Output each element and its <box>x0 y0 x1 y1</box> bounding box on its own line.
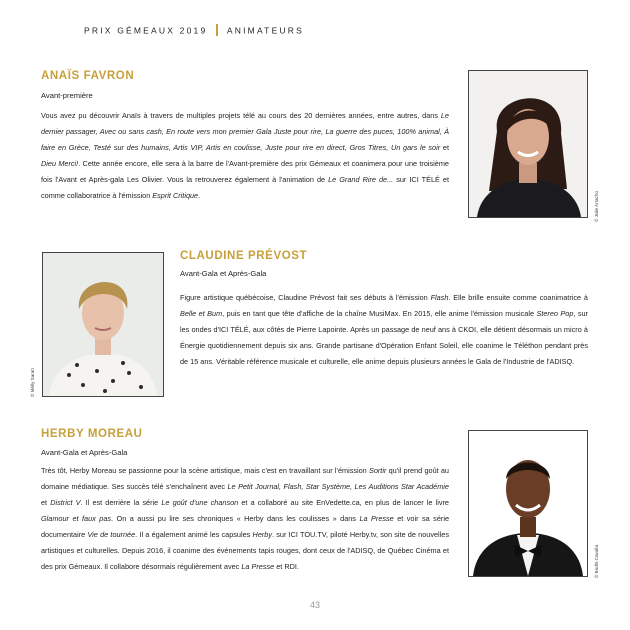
bio-segment: et voir sa série documentaire <box>41 514 449 539</box>
host-role-herby-moreau: Avant-Gala et Après-Gala <box>41 448 128 457</box>
bio-segment: Vie de tournée <box>87 530 136 539</box>
bio-segment: Le dernier passager, Avec ou sans cash, En route vers mon premier Gala Juste pour rire, La guerre des puces, 100% animal, À faire en Grèce, Testé sur des humains, Artis VIP, Artis en coulisse, Juste pour rire en direct, Gros Titres, Un gars le soir <box>41 111 449 152</box>
bio-segment: Belle et Bum <box>180 309 223 318</box>
header-title: PRIX GÉMEAUX 2019 <box>84 25 208 36</box>
page-header <box>84 25 304 39</box>
bio-segment: et RDI. <box>274 562 299 571</box>
bio-segment: Herby <box>252 530 273 539</box>
bio-segment: , puis en tant que tête d'affiche de la chaîne MusiMax. En 2015, elle anime l'émission musicale <box>222 309 537 318</box>
photo-credit-anais-favron: © Julie Artacho <box>594 191 599 222</box>
bio-segment: . sur ICI TOU.TV, piloté Herby.tv, son site de nouvelles artistiques et culturelles. Depuis 2016, il coanime des événements tapis rouges, dont ceux de l'ADISQ, de Québec Cinéma et des prix Gémeaux. Il collabore désormais régulièrement avec <box>41 530 449 571</box>
host-bio-herby-moreau <box>41 463 449 575</box>
bio-segment: Le goût d'une chanson <box>161 498 239 507</box>
bio-segment: . Cette année encore, elle sera à la barre de l'Avant-première des prix Gémeaux et coanimera pour une troisième fois l'Avant et Après-gala Les Olivier. Vous la retrouverez également à l'animation de <box>41 159 449 184</box>
bio-segment: Esprit Critique <box>152 191 199 200</box>
bio-segment: . On a aussi pu lire ses chroniques « Herby dans les coulisses » dans <box>111 514 360 523</box>
bio-segment: La Presse <box>359 514 394 523</box>
bio-segment: sur ICI TÉLÉ et comme collaboratrice à l'émission <box>41 175 449 200</box>
bio-segment: Dieu Merci! <box>41 159 79 168</box>
bio-segment: La Presse <box>241 562 275 571</box>
bio-segment: . Elle brille ensuite comme coanimatrice à <box>448 293 588 302</box>
portrait-claudine-prevost-image <box>43 253 163 396</box>
bio-segment: , sur les ondes d'ICI TÉLÉ, aux côtés de Pierre Lapointe. Après un passage de neuf ans à CKOI, elle détient désormais un micro à Énergie quotidiennement depuis six ans. Grande partisane d'Opération Enfant Soleil, elle coanime le Téléthon pendant près de 15 ans. Véritable référence musicale et culturelle, elle anime depuis plusieurs années le Gala de l'Industrie de l'ADISQ. <box>180 309 588 366</box>
photo-claudine-prevost <box>42 252 164 397</box>
bio-segment: Flash <box>430 293 449 302</box>
host-name-herby-moreau: HERBY MOREAU <box>41 428 143 440</box>
portrait-anais-favron-image <box>469 71 587 217</box>
host-bio-anais-favron <box>41 108 449 204</box>
photo-credit-claudine-prevost: © Mélly Sarah <box>30 368 35 397</box>
bio-segment: Le Petit Journal, Flash, Star Système, Les Auditions Star Académie <box>227 482 449 491</box>
bio-segment: Glamour et faux pas <box>41 514 112 523</box>
bio-segment: Stereo Pop <box>536 309 574 318</box>
bio-segment: et a collaboré au site EnVedette.ca, en plus de lancer le livre <box>238 498 449 507</box>
photo-credit-herby-moreau: © Bodhi Cavalla <box>594 544 599 578</box>
bio-segment: . Il est derrière la série <box>80 498 162 507</box>
bio-segment: Très tôt, Herby Moreau se passionne pour la scène artistique, mais c'est en travaillant sur l'émission <box>41 466 369 475</box>
bio-segment: et <box>41 498 51 507</box>
header-divider <box>216 24 218 36</box>
photo-herby-moreau <box>468 430 588 577</box>
bio-segment: Vous avez pu découvrir Anaïs à travers de multiples projets télé au cours des 20 dernières années, entre autres, dans <box>41 111 441 120</box>
bio-segment: qu'il prend goût au domaine médiatique. Ses succès télé s'enchaînent avec <box>41 466 449 491</box>
host-name-anais-favron: ANAÏS FAVRON <box>41 70 135 82</box>
host-role-claudine-prevost: Avant-Gala et Après-Gala <box>180 269 267 278</box>
host-name-claudine-prevost: CLAUDINE PRÉVOST <box>180 250 308 262</box>
page-number: 43 <box>309 600 320 610</box>
host-bio-claudine-prevost <box>180 290 588 370</box>
bio-segment: et <box>440 143 449 152</box>
bio-segment: . <box>198 191 201 200</box>
photo-anais-favron <box>468 70 588 218</box>
portrait-herby-moreau-image <box>469 431 587 576</box>
host-role-anais-favron: Avant-première <box>41 91 93 100</box>
header-section: ANIMATEURS <box>226 25 304 36</box>
bio-segment: District V <box>50 498 81 507</box>
bio-segment: Figure artistique québécoise, Claudine Prévost fait ses débuts à l'émission <box>180 293 431 302</box>
bio-segment: . Il a également animé les capsules <box>135 530 253 539</box>
bio-segment: Sortir <box>368 466 387 475</box>
bio-segment: Le Grand Rire de... <box>328 175 394 184</box>
